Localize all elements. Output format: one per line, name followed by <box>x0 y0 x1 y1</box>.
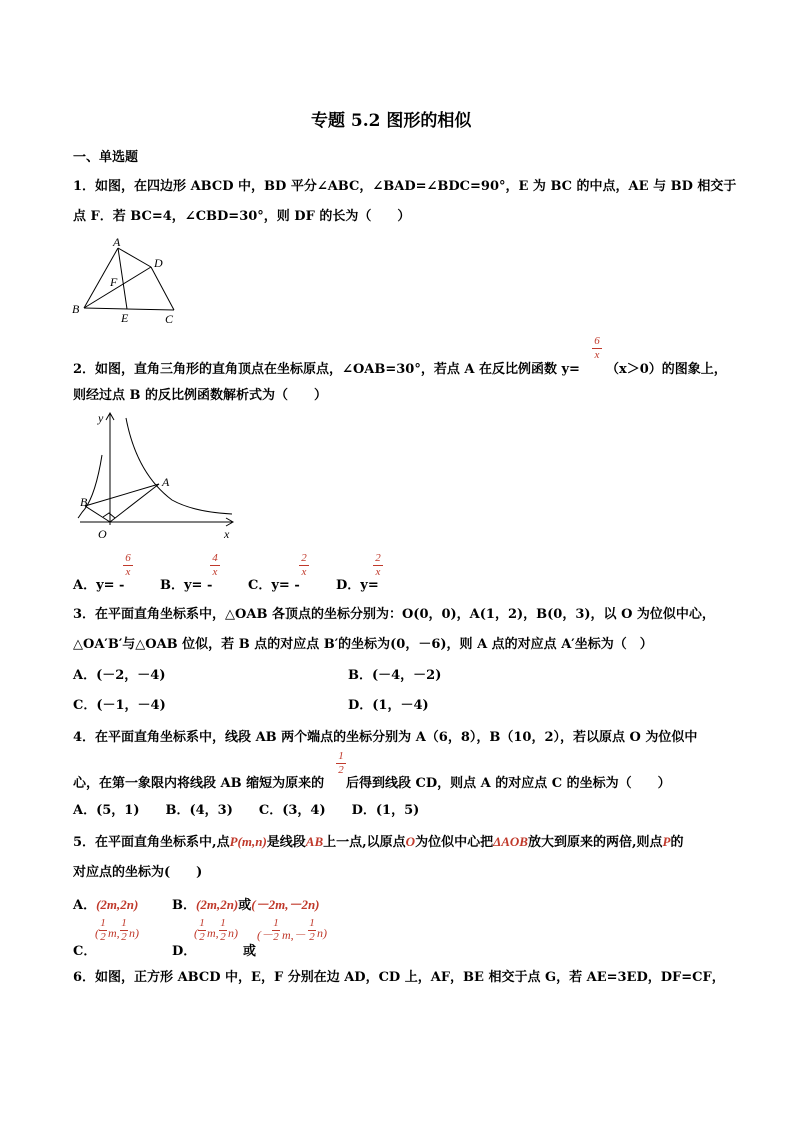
q3-option-c[interactable]: C．(－1，－4) <box>73 698 166 713</box>
q4-fraction <box>336 751 346 776</box>
q4-text-line2a: 心，在第一象限内将线段 AB 缩短为原来的 <box>73 776 325 791</box>
q2-figure <box>72 410 242 540</box>
q5-math-p2: P <box>662 834 671 849</box>
q5-option-a[interactable]: A．(2m,2n) <box>73 897 139 913</box>
q5-text-line2: 对应点的坐标为( ) <box>73 865 203 880</box>
q5-option-c[interactable]: C． <box>73 944 97 959</box>
q4-text-line2b: 后得到线段 CD，则点 A 的对应点 C 的坐标为（ ） <box>346 776 671 791</box>
q5-math-aob: ΔAOB <box>493 834 528 849</box>
q3-option-a[interactable]: A．(－2，－4) <box>73 668 166 683</box>
q1-label-b: B <box>72 302 80 316</box>
q2-option-d-fraction: 2 x <box>373 553 383 578</box>
q3-text-line1: 3．在平面直角坐标系中，△OAB 各顶点的坐标分别为：O(0，0)，A(1，2)，B(0，3)，以 O 为位似中心， <box>73 607 715 622</box>
q2-option-b-fraction: 4 x <box>210 553 220 578</box>
q1-text-line2: 点 F．若 BC=4，∠CBD=30°，则 DF 的长为（ ） <box>73 209 411 224</box>
q2-option-c[interactable] <box>248 574 300 593</box>
q5-option-b[interactable]: B．(2m,2n)或(－2m,－2n) <box>172 897 320 913</box>
q1-text-line1: 1．如图，在四边形 ABCD 中，BD 平分∠ABC，∠BAD=∠BDC=90°，E 为 BC 的中点，AE 与 BD 相交于 <box>73 179 737 194</box>
q5-text-line1: 5．在平面直角坐标系中,点P(m,n)是线段AB上一点,以原点O为位似中心把ΔAOB放大到原来的两倍,则点P的 <box>73 834 684 850</box>
q2-frac-num: 6 <box>594 335 600 347</box>
q1-figure <box>68 236 188 326</box>
q2-fraction <box>592 336 602 361</box>
q2-option-d-label: D．y= <box>336 578 379 593</box>
q4-options[interactable]: A．(5，1) B．(4，3) C．(3，4) D．(1，5) <box>73 803 420 818</box>
q4-text-line1: 4．在平面直角坐标系中，线段 AB 两个端点的坐标分别为 A（6，8），B（10，2），若以原点 O 为位似中 <box>73 730 698 745</box>
q5-math-o: O <box>405 834 416 849</box>
q2-text-line1a: 2．如图，直角三角形的直角顶点在坐标原点，∠OAB=30°，若点 A 在反比例函数 y= <box>73 362 580 377</box>
q2-option-a-fraction: 6 x <box>123 553 133 578</box>
q5-option-d[interactable]: D． <box>172 944 197 959</box>
q2-option-b[interactable] <box>160 574 212 593</box>
q2-label-b: B <box>80 495 88 509</box>
q2-text-line1b: （x＞0）的图象上， <box>606 362 727 377</box>
q2-option-a-label: A．y= - <box>73 578 125 593</box>
q5-math-ab: AB <box>305 834 324 849</box>
q5-option-d-math: ( <box>194 926 198 940</box>
q3-option-b[interactable]: B．(－4，－2) <box>348 668 442 683</box>
page-title: 专题 5.2 图形的相似 <box>311 111 472 131</box>
q5-option-c-math: ( <box>95 926 99 940</box>
q2-label-y: y <box>98 411 104 425</box>
q5-option-d-or: 或 <box>243 944 257 959</box>
q2-label-x: x <box>224 527 230 540</box>
q1-label-f: F <box>110 275 118 289</box>
q1-label-e: E <box>121 311 129 325</box>
q3-text-line2: △OA′B′与△OAB 位似，若 B 点的对应点 B′的坐标为(0，－6)，则 A 点的对应点 A′坐标为（ ） <box>73 637 653 652</box>
q1-label-d: D <box>154 256 163 270</box>
q2-option-c-label: C．y= - <box>248 578 300 593</box>
q2-option-b-label: B．y= - <box>160 578 213 593</box>
q3-option-d[interactable]: D．(1，－4) <box>348 698 429 713</box>
q2-frac-den: x <box>594 349 600 361</box>
q2-option-c-fraction: 2 x <box>299 553 309 578</box>
q2-label-a: A <box>162 475 170 489</box>
q6-text-line1: 6．如图，正方形 ABCD 中，E，F 分别在边 AD，CD 上，AF，BE 相交于点 G，若 AE=3ED，DF=CF， <box>73 970 725 985</box>
q4-frac-num: 1 <box>338 750 344 762</box>
q1-label-a: A <box>113 236 121 249</box>
q2-text-line2: 则经过点 B 的反比例函数解析式为（ ） <box>73 388 328 403</box>
q1-label-c: C <box>165 312 174 326</box>
q2-option-a[interactable] <box>73 574 124 593</box>
q5-math-p: P(m,n) <box>229 834 267 849</box>
section-heading: 一、单选题 <box>73 150 139 165</box>
q2-label-o: O <box>98 527 107 540</box>
q4-frac-den: 2 <box>338 764 344 776</box>
